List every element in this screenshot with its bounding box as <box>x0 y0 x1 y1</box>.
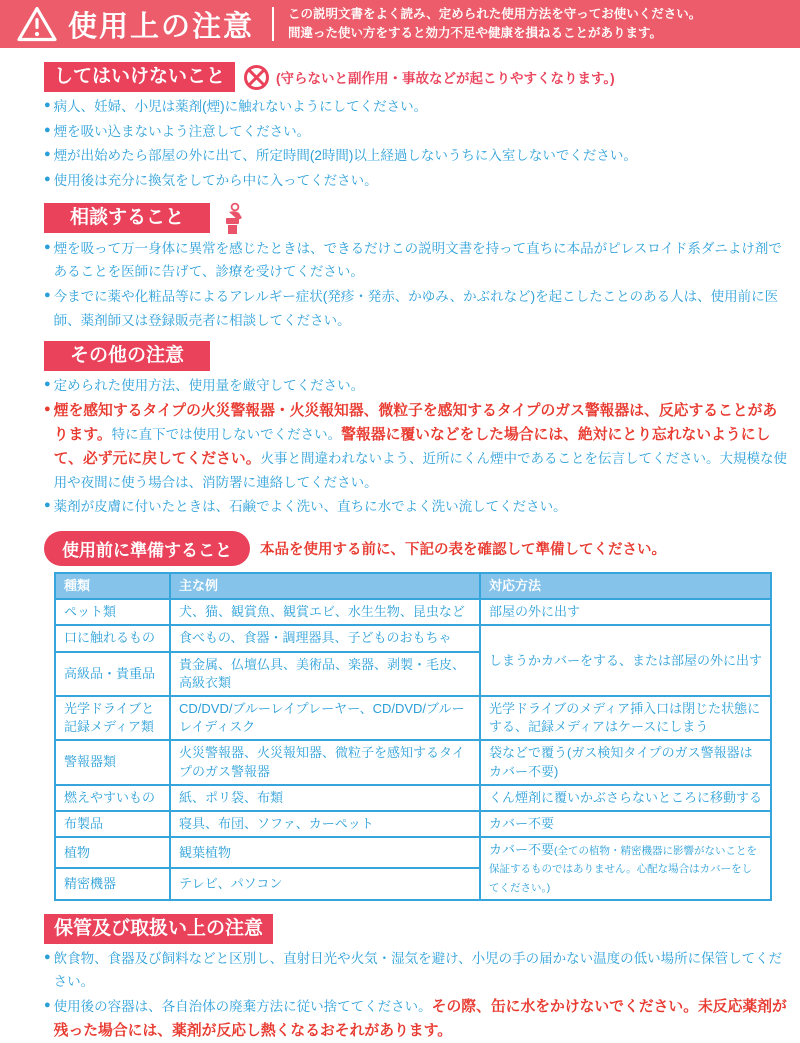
warning-triangle-icon <box>16 5 58 43</box>
banner-divider <box>272 7 274 41</box>
bullet-item <box>44 237 788 284</box>
bullet-item <box>44 144 788 168</box>
table-cell: 紙、ポリ袋、布類 <box>170 785 480 811</box>
banner-note-line2: 間違った使い方をすると効力不足や健康を損ねることがあります。 <box>288 26 663 40</box>
bullet-item <box>44 399 788 494</box>
section-header-dont <box>44 62 792 92</box>
bullet-text: 今までに薬や化粧品等によるアレルギー症状(発疹・発赤、かゆみ、かぶれなど)を起こしたことのある人は、使用前に医師、薬剤師又は登録販売者に相談してください。 <box>53 289 779 328</box>
bullet-item <box>44 947 788 994</box>
section-header-other <box>44 341 792 371</box>
table-cell: 食べもの、食器・調理器具、子どものおもちゃ <box>170 625 480 651</box>
banner-note-line1: この説明文書をよく読み、定められた使用方法を守ってお使いください。 <box>288 6 702 21</box>
table-row <box>55 625 771 651</box>
table-cell-note: (全ての植物・精密機器に影響がないことを保証するものではありません。心配な場合はカバーをしてください。) <box>489 845 758 894</box>
bullet-item <box>44 169 788 193</box>
table-cell: 精密機器 <box>55 868 170 899</box>
table-cell: 口に触れるもの <box>55 625 170 651</box>
section-title-consult: 相談すること <box>44 203 210 233</box>
header-banner <box>0 0 800 48</box>
table-cell: しまうかカバーをする、または部屋の外に出す <box>480 625 771 696</box>
table-cell: カバー不要 <box>480 811 771 837</box>
bullet-text: 煙が出始めたら部屋の外に出て、所定時間(2時間)以上経過しないうちに入室しないでください。 <box>53 148 637 164</box>
preparation-table <box>54 572 772 901</box>
bullet-text: 煙を吸い込まないよう注意してください。 <box>53 123 311 139</box>
section-title-other: その他の注意 <box>44 341 210 371</box>
banner-note <box>288 5 701 44</box>
table-cell: 光学ドライブのメディア挿入口は閉じた状態にする、記録メディアはケースにしまう <box>480 696 771 740</box>
table-row <box>55 811 771 837</box>
section-note-dont: (守らないと副作用・事故などが起こりやすくなります。) <box>276 71 615 86</box>
bullet-dot-icon: ● <box>44 289 51 302</box>
other-bullet-list <box>44 374 788 519</box>
consult-bullet-list <box>44 237 788 333</box>
prepare-lead-text: 本品を使用する前に、下記の表を確認して準備してください。 <box>260 542 666 559</box>
storage-bullet-list <box>44 947 788 1043</box>
bullet-text: 煙を吸って万一身体に異常を感じたときは、できるだけこの説明文書を持って直ちに本品がピレスロイド系ダニよけ剤であることを医師に告げて、診療を受けてください。 <box>53 240 782 280</box>
bullet-text: 薬剤が皮膚に付いたときは、石鹸でよく洗い、直ちに水でよく洗い流してください。 <box>53 499 567 515</box>
dont-bullet-list <box>44 95 788 193</box>
table-cell: 植物 <box>55 837 170 868</box>
table-cell: ペット類 <box>55 599 170 625</box>
table-cell: 燃えやすいもの <box>55 785 170 811</box>
table-cell: くん煙剤に覆いかぶさらないところに移動する <box>480 785 771 811</box>
bullet-dot-icon: ● <box>44 499 51 512</box>
table-header-cell: 対応方法 <box>480 573 771 599</box>
section-header-storage <box>44 914 792 944</box>
table-row <box>55 696 771 740</box>
bullet-item <box>44 995 788 1043</box>
bullet-item <box>44 95 788 119</box>
table-cell: 寝具、布団、ソファ、カーペット <box>170 811 480 837</box>
bullet-text: 使用後は充分に換気をしてから中に入ってください。 <box>53 173 378 189</box>
doctor-icon <box>218 202 248 234</box>
prohibition-circle-x-icon <box>243 64 270 91</box>
bullet-item <box>44 495 788 519</box>
bullet-text: 病人、妊婦、小児は薬剤(煙)に触れないようにしてください。 <box>53 99 428 114</box>
section-header-consult <box>44 202 792 234</box>
bullet-dot-icon: ● <box>44 403 51 416</box>
table-cell: テレビ、パソコン <box>170 868 480 899</box>
table-cell: カバー不要(全ての植物・精密機器に影響がないことを保証するものではありません。心配な場合はカバーをしてください。) <box>480 837 771 900</box>
bullet-text: 定められた使用方法、使用量を厳守してください。 <box>53 378 365 394</box>
bullet-dot-icon: ● <box>44 999 51 1012</box>
section-title-prepare: 使用前に準備すること <box>44 531 250 566</box>
bullet-item <box>44 120 788 144</box>
table-cell: 観葉植物 <box>170 837 480 868</box>
bullet-dot-icon: ● <box>44 99 51 111</box>
table-cell: 布製品 <box>55 811 170 837</box>
bullet-dot-icon: ● <box>44 123 51 136</box>
section-title-dont: してはいけないこと <box>44 62 235 92</box>
table-header-cell: 主な例 <box>170 573 480 599</box>
table-cell: 袋などで覆う(ガス検知タイプのガス警報器はカバー不要) <box>480 740 771 784</box>
bullet-dot-icon: ● <box>44 378 51 391</box>
bullet-dot-icon: ● <box>44 173 51 186</box>
table-row <box>55 740 771 784</box>
bullet-dot-icon: ● <box>44 240 51 253</box>
document-body <box>0 48 800 1043</box>
page-title: 使用上の注意 <box>68 10 255 43</box>
table-row <box>55 599 771 625</box>
table-cell: 犬、猫、観賞魚、観賞エビ、水生生物、昆虫など <box>170 599 480 625</box>
section-title-storage: 保管及び取扱い上の注意 <box>44 914 273 944</box>
table-cell: 部屋の外に出す <box>480 599 771 625</box>
bullet-dot-icon: ● <box>44 148 51 161</box>
section-header-prepare <box>44 531 792 566</box>
bullet-text: 飲食物、食器及び飼料などと区別し、直射日光や火気・湿気を避け、小児の手の届かない温度の低い場所に保管してください。 <box>53 950 783 990</box>
bullet-text: 使用後の容器は、各自治体の廃棄方法に従い捨ててください。その際、缶に水をかけないでください。未反応薬剤が残った場合には、薬剤が反応し熱くなるおそれがあります。 <box>53 999 787 1039</box>
table-cell: 光学ドライブと記録メディア類 <box>55 696 170 740</box>
bullet-item <box>44 285 788 332</box>
table-cell: 高級品・貴重品 <box>55 652 170 696</box>
bullet-item <box>44 374 788 398</box>
table-header-row <box>55 573 771 599</box>
bullet-text: 煙を感知するタイプの火災警報器・火災報知器、微粒子を感知するタイプのガス警報器は、反応することがあります。特に直下では使用しないでください。警報器に覆いなどをした場合には、絶対にとり忘れないようにして、必ず元に戻してください。火事と間違われないよう、近所にくん煙中であることを伝言してください。大規模な使用や夜間に使う場合は、消防署に連絡してください。 <box>53 403 788 490</box>
table-cell: 警報器類 <box>55 740 170 784</box>
table-row <box>55 785 771 811</box>
table-header-cell: 種類 <box>55 573 170 599</box>
table-row <box>55 837 771 868</box>
table-cell: CD/DVD/ブルーレイプレーヤー、CD/DVD/ブルーレイディスク <box>170 696 480 740</box>
table-cell: 火災警報器、火災報知器、微粒子を感知するタイプのガス警報器 <box>170 740 480 784</box>
table-cell: 貴金属、仏壇仏具、美術品、楽器、剥製・毛皮、高級衣類 <box>170 652 480 696</box>
bullet-dot-icon: ● <box>44 950 51 963</box>
